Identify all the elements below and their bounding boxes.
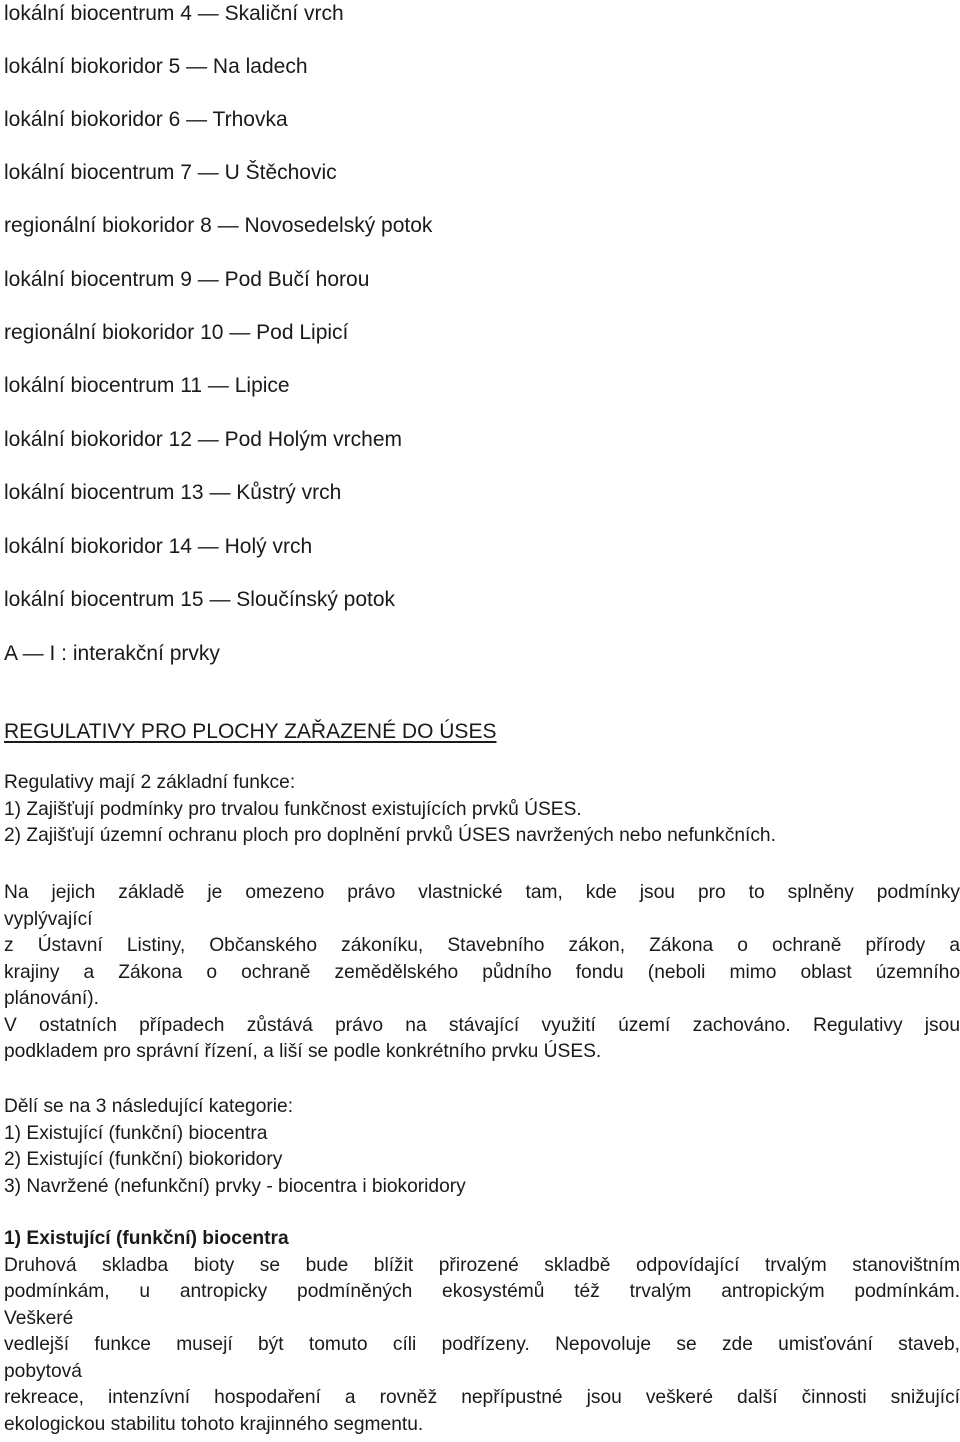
- paragraph-line: V ostatních případech zůstává právo na stávající využití území zachováno. Regulativy jsou: [4, 1014, 960, 1036]
- paragraph-line: Regulativy mají 2 základní funkce:: [4, 772, 296, 793]
- list-item: A — I : interakční prvky: [4, 642, 220, 665]
- list-item: lokální biokoridor 6 — Trhovka: [4, 108, 288, 131]
- list-item: regionální biokoridor 10 — Pod Lipicí: [4, 321, 349, 344]
- paragraph-line: ekologickou stabilitu tohoto krajinného segmentu.: [4, 1413, 424, 1435]
- list-item: lokální biocentrum 13 — Kůstrý vrch: [4, 481, 342, 504]
- list-item: 3) Navržené (nefunkční) prvky - biocentra i biokoridory: [4, 1175, 466, 1197]
- subsection-title: 1) Existující (funkční) biocentra: [4, 1228, 289, 1249]
- paragraph-line: z Ústavní Listiny, Občanského zákoníku, Stavebního zákon, Zákona o ochraně přírody a: [4, 935, 960, 956]
- list-item: lokální biokoridor 12 — Pod Holým vrchem: [4, 428, 402, 451]
- list-item: lokální biocentrum 7 — U Štěchovic: [4, 161, 337, 184]
- categories-paragraph: [4, 1094, 960, 1200]
- paragraph-line: krajiny a Zákona o ochraně zemědělského půdního fondu (neboli mimo oblast územního: [4, 961, 960, 983]
- paragraph-line: vyplývající: [4, 908, 93, 930]
- paragraph-line: 2) Zajišťují územní ochranu ploch pro doplnění prvků ÚSES navržených nebo nefunkčních.: [4, 825, 776, 846]
- existing-biocentres-section: [4, 1226, 960, 1438]
- list-item: lokální biokoridor 14 — Holý vrch: [4, 535, 313, 558]
- list-item: 1) Existující (funkční) biocentra: [4, 1122, 268, 1144]
- paragraph-line: Veškeré: [4, 1307, 74, 1329]
- list-item: lokální biokoridor 5 — Na ladech: [4, 55, 308, 78]
- list-item: 2) Existující (funkční) biokoridory: [4, 1149, 283, 1170]
- functions-paragraph: [4, 770, 960, 850]
- paragraph-line: Druhová skladba bioty se bude blížit přirozené skladbě odpovídající trvalým stanovištním: [4, 1254, 960, 1276]
- section-heading: REGULATIVY PRO PLOCHY ZAŘAZENÉ DO ÚSES: [4, 720, 497, 743]
- paragraph-line: 1) Zajišťují podmínky pro trvalou funkčnost existujících prvků ÚSES.: [4, 798, 582, 820]
- paragraph-line: podmínkám, u antropicky podmíněných ekosystémů též trvalým antropickým podmínkám.: [4, 1281, 960, 1302]
- paragraph-line: podkladem pro správní řízení, a liší se podle konkrétního prvku ÚSES.: [4, 1041, 602, 1062]
- paragraph-line: pobytová: [4, 1360, 82, 1382]
- paragraph-line: vedlejší funkce musejí být tomuto cíli podřízeny. Nepovoluje se zde umisťování staveb,: [4, 1334, 960, 1355]
- paragraph-line: rekreace, intenzívní hospodaření a rovněž nepřípustné jsou veškeré další činnosti snižující: [4, 1387, 960, 1408]
- paragraph-line: Dělí se na 3 následující kategorie:: [4, 1096, 294, 1117]
- legal-basis-paragraph: [4, 880, 960, 1066]
- list-item: lokální biocentrum 15 — Sloučínský potok: [4, 588, 396, 611]
- list-item: regionální biokoridor 8 — Novosedelský potok: [4, 214, 433, 237]
- list-item: lokální biocentrum 11 — Lipice: [4, 374, 290, 397]
- list-item: lokální biocentrum 4 — Skaliční vrch: [4, 2, 344, 25]
- paragraph-line: plánování).: [4, 988, 99, 1009]
- paragraph-line: Na jejich základě je omezeno právo vlastnické tam, kde jsou pro to splněny podmínky: [4, 882, 960, 903]
- list-item: lokální biocentrum 9 — Pod Bučí horou: [4, 268, 370, 291]
